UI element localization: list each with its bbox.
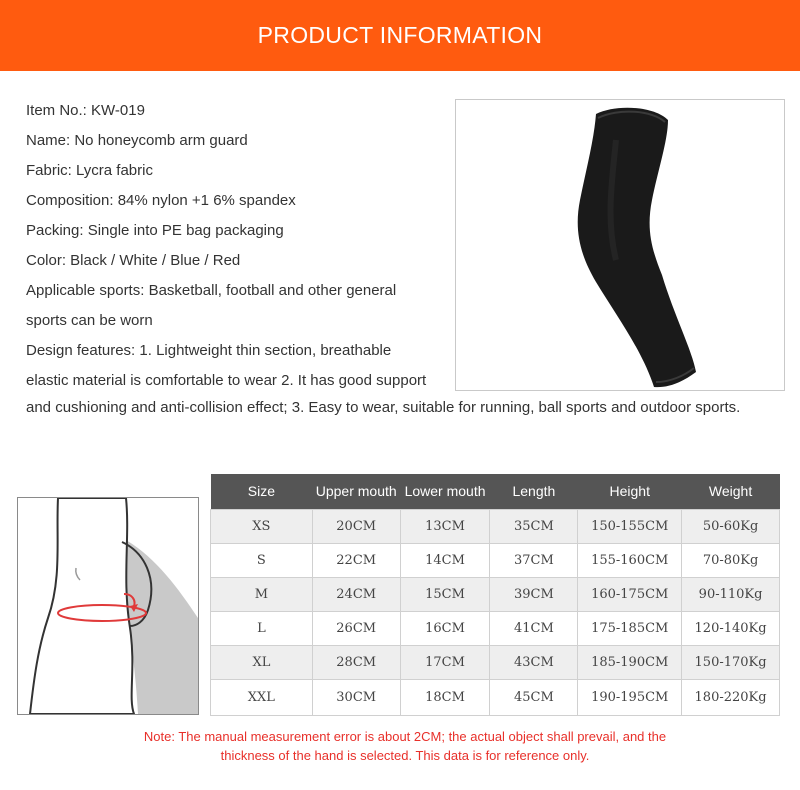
cell-height: 190-195CM bbox=[578, 679, 682, 715]
cell-height: 155-160CM bbox=[578, 543, 682, 577]
info-design-features-cont: elastic material is comfortable to wear 2. It has good support bbox=[26, 372, 427, 389]
product-info bbox=[26, 96, 456, 396]
table-row bbox=[211, 679, 780, 715]
table-row bbox=[211, 543, 780, 577]
body-shading bbox=[126, 540, 198, 714]
arm-sleeve-image bbox=[456, 100, 784, 390]
cell-weight: 180-220Kg bbox=[682, 679, 780, 715]
page-title: PRODUCT INFORMATION bbox=[257, 22, 543, 48]
info-design-features-end: and cushioning and anti-collision effect; 3. Easy to wear, suitable for running, ball sports and outdoor sports. bbox=[26, 399, 741, 416]
cell-weight: 120-140Kg bbox=[682, 611, 780, 645]
cell-lower-mouth: 14CM bbox=[400, 543, 490, 577]
info-item-number: Item No.: KW-019 bbox=[26, 102, 145, 119]
cell-length: 37CM bbox=[490, 543, 578, 577]
header-banner bbox=[0, 0, 800, 71]
cell-length: 43CM bbox=[490, 645, 578, 679]
cell-weight: 70-80Kg bbox=[682, 543, 780, 577]
info-name: Name: No honeycomb arm guard bbox=[26, 132, 248, 149]
cell-upper-mouth: 20CM bbox=[312, 509, 400, 543]
cell-height: 185-190CM bbox=[578, 645, 682, 679]
cell-weight: 50-60Kg bbox=[682, 509, 780, 543]
col-length: Length bbox=[490, 474, 578, 509]
cell-height: 150-155CM bbox=[578, 509, 682, 543]
cell-length: 39CM bbox=[490, 577, 578, 611]
table-header-row bbox=[211, 474, 780, 509]
cell-length: 41CM bbox=[490, 611, 578, 645]
cell-lower-mouth: 15CM bbox=[400, 577, 490, 611]
cell-upper-mouth: 30CM bbox=[312, 679, 400, 715]
info-design-features: Design features: 1. Lightweight thin section, breathable bbox=[26, 342, 392, 359]
sleeve-shape bbox=[578, 108, 696, 387]
info-color: Color: Black / White / Blue / Red bbox=[26, 252, 241, 269]
cell-lower-mouth: 18CM bbox=[400, 679, 490, 715]
note-line-2: thickness of the hand is selected. This data is for reference only. bbox=[220, 748, 590, 763]
product-photo bbox=[455, 99, 785, 391]
table-row bbox=[211, 645, 780, 679]
info-packing: Packing: Single into PE bag packaging bbox=[26, 222, 284, 239]
note-line-1: Note: The manual measurement error is about 2CM; the actual object shall prevail, and the bbox=[143, 729, 667, 744]
cell-size: L bbox=[211, 611, 313, 645]
cell-upper-mouth: 24CM bbox=[312, 577, 400, 611]
cell-upper-mouth: 26CM bbox=[312, 611, 400, 645]
table-row bbox=[211, 577, 780, 611]
cell-size: XXL bbox=[211, 679, 313, 715]
info-composition: Composition: 84% nylon +1 6% spandex bbox=[26, 192, 296, 209]
disclaimer-note bbox=[100, 727, 710, 765]
col-height: Height bbox=[578, 474, 682, 509]
info-fabric: Fabric: Lycra fabric bbox=[26, 162, 153, 179]
cell-size: XL bbox=[211, 645, 313, 679]
col-lower-mouth: Lower mouth bbox=[400, 474, 490, 509]
col-weight: Weight bbox=[682, 474, 780, 509]
cell-lower-mouth: 16CM bbox=[400, 611, 490, 645]
cell-lower-mouth: 13CM bbox=[400, 509, 490, 543]
measurement-diagram bbox=[17, 497, 199, 715]
table-row bbox=[211, 611, 780, 645]
cell-upper-mouth: 28CM bbox=[312, 645, 400, 679]
col-upper-mouth: Upper mouth bbox=[312, 474, 400, 509]
table-row bbox=[211, 509, 780, 543]
cell-weight: 90-110Kg bbox=[682, 577, 780, 611]
info-applicable-sports-cont: sports can be worn bbox=[26, 312, 153, 329]
cell-weight: 150-170Kg bbox=[682, 645, 780, 679]
cell-length: 45CM bbox=[490, 679, 578, 715]
arm-measurement-image bbox=[18, 498, 198, 714]
cell-height: 160-175CM bbox=[578, 577, 682, 611]
cell-lower-mouth: 17CM bbox=[400, 645, 490, 679]
cell-size: M bbox=[211, 577, 313, 611]
cell-size: XS bbox=[211, 509, 313, 543]
size-table bbox=[210, 474, 780, 716]
col-size: Size bbox=[211, 474, 313, 509]
cell-upper-mouth: 22CM bbox=[312, 543, 400, 577]
cell-height: 175-185CM bbox=[578, 611, 682, 645]
cell-length: 35CM bbox=[490, 509, 578, 543]
cell-size: S bbox=[211, 543, 313, 577]
info-applicable-sports: Applicable sports: Basketball, football and other general bbox=[26, 282, 397, 299]
